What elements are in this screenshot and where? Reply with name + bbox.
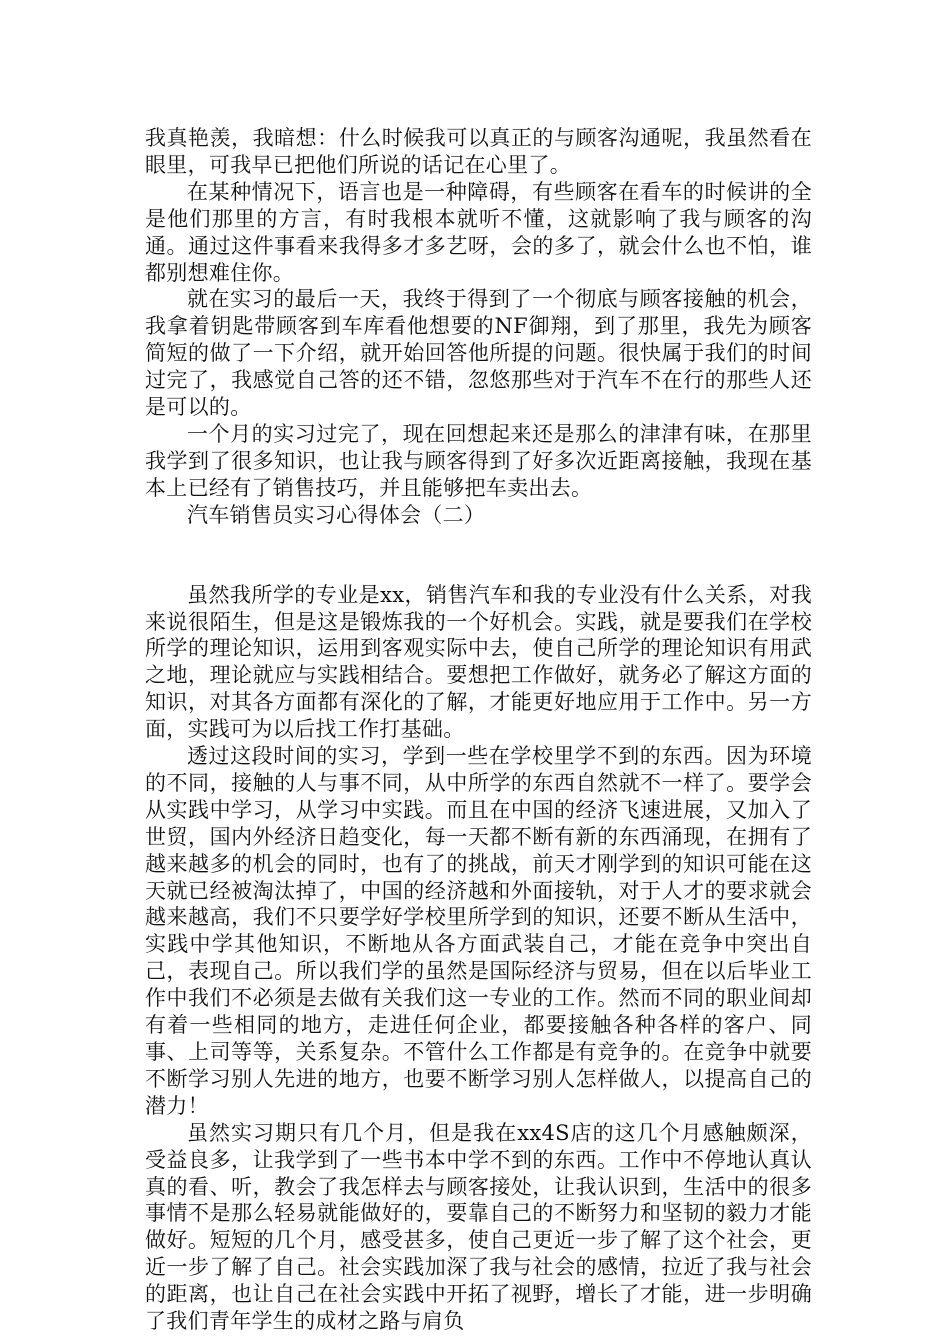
paragraph: 虽然实习期只有几个月，但是我在xx4S店的这几个月感触颇深，受益良多，让我学到了一些书本中学不到的东西。工作中不停地认真认真的看、听，教会了我怎样去与顾客接处，让我认识到，生活中的很多事情不是那么轻易就能做好的，要靠自己的不断努力和坚韧的毅力才能做好。短短的几个月，感受甚多，使自己更近一步了解了这个社会，更近一步了解了自己。社会实践加深了我与社会的感情，拉近了我与社会的距离，也让自己在社会实践中开拓了视野，增长了才能，进一步明确了我们青年学生的成材之路与肩负 <box>145 1120 812 1334</box>
paragraph: 就在实习的最后一天，我终于得到了一个彻底与顾客接触的机会，我拿着钥匙带顾客到车库看他想要的NF御翔，到了那里，我先为顾客简短的做了一下介绍，就开始回答他所提的问题。很快属于我们的时间过完了，我感觉自己答的还不错，忽悠那些对于汽车不在行的那些人还是可以的。 <box>145 287 812 420</box>
blank-line <box>145 529 812 582</box>
paragraph: 在某种情况下，语言也是一种障碍，有些顾客在看车的时候讲的全是他们那里的方言，有时我根本就听不懂，这就影响了我与顾客的沟通。通过这件事看来我得多才多艺呀，会的多了，就会什么也不怕，谁都别想难住你。 <box>145 179 812 285</box>
document-page <box>145 125 812 1335</box>
paragraph: 透过这段时间的实习，学到一些在学校里学不到的东西。因为环境的不同，接触的人与事不同，从中所学的东西自然就不一样了。要学会从实践中学习，从学习中实践。而且在中国的经济飞速进展，又加入了世贸，国内外经济日趋变化，每一天都不断有新的东西涌现，在拥有了越来越多的机会的同时，也有了的挑战，前天才刚学到的知识可能在这天就已经被淘汰掉了，中国的经济越和外面接轨，对于人才的要求就会越来越高，我们不只要学好学校里所学到的知识，还要不断从生活中，实践中学其他知识，不断地从各方面武装自己，才能在竞争中突出自己，表现自己。所以我们学的虽然是国际经济与贸易，但在以后毕业工作中我们不必须是去做有关我们这一专业的工作。然而不同的职业间却有着一些相同的地方，走进任何企业，都要接触各种各样的客户、同事、上司等等，关系复杂。不管什么工作都是有竞争的。在竞争中就要不断学习别人先进的地方，也要不断学习别人怎样做人，以提高自己的潜力！ <box>145 744 812 1118</box>
paragraph: 虽然我所学的专业是xx，销售汽车和我的专业没有什么关系，对我来说很陌生，但是这是锻炼我的一个好机会。实践，就是要我们在学校所学的理论知识，运用到客观实际中去，使自己所学的理论知识有用武之地，理论就应与实践相结合。要想把工作做好，就务必了解这方面的知识，对其各方面都有深化的了解，才能更好地应用于工作中。另一方面，实践可为以后找工作打基础。 <box>145 582 812 742</box>
paragraph: 我真艳羡，我暗想：什么时候我可以真正的与顾客沟通呢，我虽然看在眼里，可我早已把他们所说的话记在心里了。 <box>145 126 812 177</box>
section-heading: 汽车销售员实习心得体会（二） <box>187 502 486 527</box>
paragraph: 一个月的实习过完了，现在回想起来还是那么的津津有味，在那里我学到了很多知识，也让我与顾客得到了好多次近距离接触，我现在基本上已经有了销售技巧，并且能够把车卖出去。 <box>145 421 812 500</box>
